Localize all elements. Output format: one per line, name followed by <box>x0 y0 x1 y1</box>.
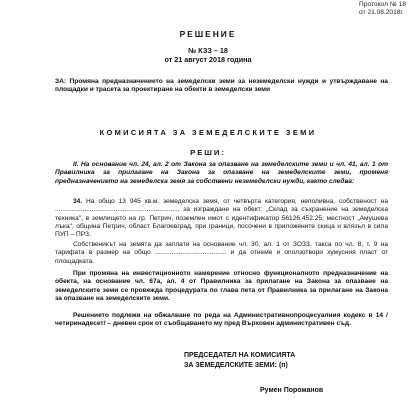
subject-paragraph <box>55 78 388 95</box>
appeal-paragraph: Решението подлежи на обжалване по реда на Административнопроцесуалния кодекс в 14 /четиринадесет/ – дневен срок от съобщаването му пред Върховен административен съд. <box>55 312 388 328</box>
subject-label: ЗА: <box>55 78 67 85</box>
commission-heading: КОМИСИЯТА ЗА ЗЕМЕДЕЛСКИТЕ ЗЕМИ <box>99 128 317 137</box>
decision-title: РЕШЕНИЕ <box>179 29 237 39</box>
protocol-number: Протокол № 18 <box>359 1 406 8</box>
decision-number: № КЗЗ – 18 <box>188 46 228 55</box>
decision-date: от 21 август 2018 година <box>164 55 252 64</box>
signatory-name: Румен Порожанов <box>260 387 324 394</box>
signature-title-1: ПРЕДСЕДАТЕЛ НА КОМИСИЯТА <box>184 352 296 359</box>
resolved-heading: РЕШИ: <box>190 148 226 157</box>
item-34-text: На общо 13 945 кв.м. земеделска земя, от четвърта категория, неполивна, собственост на ..................................................................., за изграждане на обект: „Склад за съхранение на земеделска техника", в землището на гр. Петрич, поземлен имот с идентификатор 56126.452.25, местност „Амушева лъка", община Петрич, област Благоевград, при граници, посочени в приложените скица и влязъл в сила ПУП – ПРЗ. <box>55 198 388 239</box>
protocol-header <box>359 1 406 17</box>
item-34 <box>55 198 388 239</box>
item-34-number: 34. <box>73 198 83 205</box>
protocol-date: от 21.08.2018г. <box>359 9 404 16</box>
paragraph-ii: II. На основание чл. 24, ал. 2 от Закона за опазване на земеделските земи и чл. 41, ал. 1 от Правилника за прилагане на Закона за опазване на земеделските земи, променя предназначението на земеделска земя за собствени неземеделски нужди, както следва: <box>55 161 388 185</box>
investment-paragraph: При промяна на инвестиционното намерение относно функционалното предназначение на обекта, на основание чл. 67а, ал. 4 от Правилника за прилагане на Закона за опазване на земеделските земи се провежда процедурата по глава пета от Правилника за прилагане на Закона за опазване на земеделските земи. <box>55 270 388 302</box>
signature-title-2: ЗА ЗЕМЕДЕЛСКИТЕ ЗЕМИ: (п) <box>184 362 288 369</box>
owner-paragraph: Собственикът на земята да заплати на основание чл. 30, ал. 1 от ЗОЗЗ, такса по чл. 8, т. 9 на тарифата в размер на общо ....................................... и да отнеме и оползотвори хумусния пласт от площадката. <box>55 241 388 265</box>
subject-text: Промяна предназначението на земеделски земи за неземеделски нужди и утвърждаване на площадки и трасета за проектиране на обекти в земеделски земи <box>55 78 388 94</box>
signature-block <box>184 351 295 371</box>
